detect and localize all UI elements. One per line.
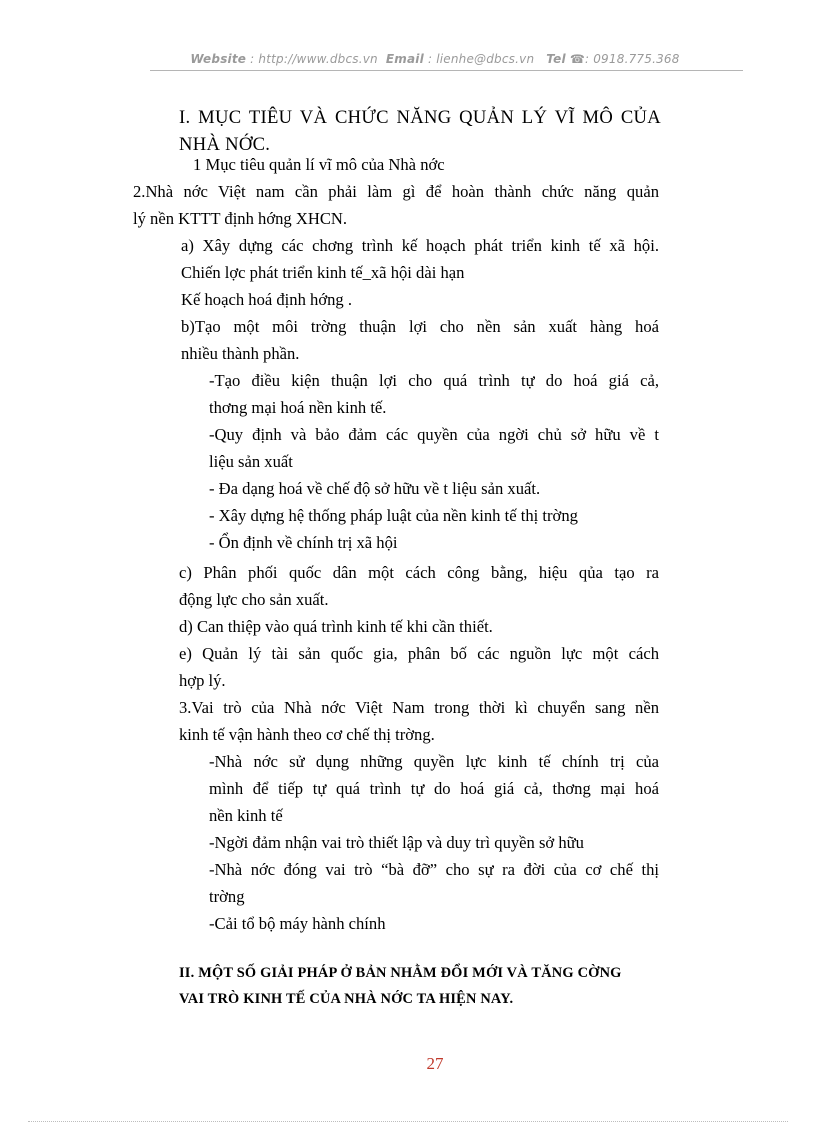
heading-line: NHÀ NỚC. <box>179 134 271 155</box>
item-b-5 <box>209 529 659 556</box>
text-line: Kế hoạch hoá định hớng . <box>181 290 352 309</box>
item-b-4 <box>209 502 659 529</box>
text-line: 3.Vai trò của Nhà nớc Việt Nam trong thời kì chuyển sang nền <box>179 698 659 717</box>
item-b <box>181 313 659 367</box>
text-line: thơng mại hoá nền kinh tế. <box>209 398 387 417</box>
text-line: -Cải tổ bộ máy hành chính <box>209 914 386 933</box>
website-label: Website <box>190 52 247 66</box>
phone-icon: ☎ <box>569 52 585 66</box>
section-2-heading-roman <box>179 960 659 1012</box>
section-3-heading <box>179 694 659 748</box>
text-line: -Tạo điều kiện thuận lợi cho quá trình tự do hoá giá cả, <box>209 371 659 390</box>
email-value[interactable]: : lienhe@dbcs.vn <box>427 52 535 66</box>
text-line: kinh tế vận hành theo cơ chế thị trờng. <box>179 725 435 744</box>
text-line: -Ngời đảm nhận vai trò thiết lập và duy trì quyền sở hữu <box>209 833 584 852</box>
page-header <box>0 52 816 66</box>
text-line: - Đa dạng hoá về chế độ sở hữu về t liệu sản xuất. <box>209 479 541 498</box>
section-2-heading <box>133 178 659 232</box>
text-line: -Quy định và bảo đảm các quyền của ngời chủ sở hữu về t <box>209 425 659 444</box>
heading-line: II. MỘT SỐ GIẢI PHÁP Ở BẢN NHẰM ĐỔI MỚI VÀ TĂNG CỜNG <box>179 965 622 981</box>
text-line: hợp lý. <box>179 671 226 690</box>
website-value[interactable]: : http://www.dbcs.vn <box>250 52 378 66</box>
text-line: b)Tạo một môi trờng thuận lợi cho nền sản xuất hàng hoá <box>181 317 659 336</box>
text-line: mình để tiếp tự quá trình tự do hoá giá cả, thơng mại hoá <box>209 779 659 798</box>
role-item-4 <box>209 910 659 937</box>
text-line: c) Phân phối quốc dân một cách công bằng, hiệu qủa tạo ra <box>179 563 659 582</box>
item-c <box>179 559 659 613</box>
text-line: nền kinh tế <box>209 806 283 825</box>
text-line: nhiều thành phần. <box>181 344 300 363</box>
heading-line: VAI TRÒ KINH TẾ CỦA NHÀ NỚC TA HIỆN NAY. <box>179 991 514 1007</box>
section-1-heading <box>179 104 661 158</box>
item-b-1 <box>209 367 659 421</box>
text-line: a) Xây dựng các chơng trình kế hoạch phát triển kinh tế xã hội. <box>181 236 659 255</box>
page-number: 27 <box>426 1054 444 1073</box>
item-b-3 <box>209 475 659 502</box>
text-line: -Nhà nớc sử dụng những quyền lực kinh tế chính trị của <box>209 752 659 771</box>
footer-divider <box>28 1121 788 1122</box>
heading-line: I. MỤC TIÊU VÀ CHỨC NĂNG QUẢN LÝ VĨ MÔ CỦA <box>179 107 661 128</box>
text-line: -Nhà nớc đóng vai trò “bà đỡ” cho sự ra đời của cơ chế thị <box>209 860 659 879</box>
text-line: 2.Nhà nớc Việt nam cần phải làm gì để hoàn thành chức năng quản <box>133 182 659 201</box>
text-line: liệu sản xuất <box>209 452 293 471</box>
item-a <box>181 232 659 313</box>
role-item-3 <box>209 856 659 910</box>
text-line: trờng <box>209 887 245 906</box>
item-e <box>179 640 659 694</box>
text-line: lý nền KTTT định hớng XHCN. <box>133 209 348 228</box>
tel-value: : 0918.775.368 <box>584 52 680 66</box>
text-line: - Ổn định về chính trị xã hội <box>209 533 398 552</box>
text-line: - Xây dựng hệ thống pháp luật của nền kinh tế thị trờng <box>209 506 578 525</box>
email-label: Email <box>385 52 424 66</box>
role-item-2 <box>209 829 659 856</box>
tel-label: Tel <box>546 52 566 66</box>
role-item-1 <box>209 748 659 829</box>
text-line: e) Quản lý tài sản quốc gia, phân bố các nguồn lực một cách <box>179 644 659 663</box>
text-line: động lực cho sản xuất. <box>179 590 329 609</box>
text-line: Chiến lợc phát triển kinh tế_xã hội dài hạn <box>181 263 465 282</box>
item-d <box>179 613 659 640</box>
subsection-1-1 <box>193 151 653 178</box>
item-b-2 <box>209 421 659 475</box>
header-divider <box>150 70 743 71</box>
text-line: d) Can thiệp vào quá trình kinh tế khi cần thiết. <box>179 617 493 636</box>
text-line: 1 Mục tiêu quản lí vĩ mô của Nhà nớc <box>193 155 445 174</box>
